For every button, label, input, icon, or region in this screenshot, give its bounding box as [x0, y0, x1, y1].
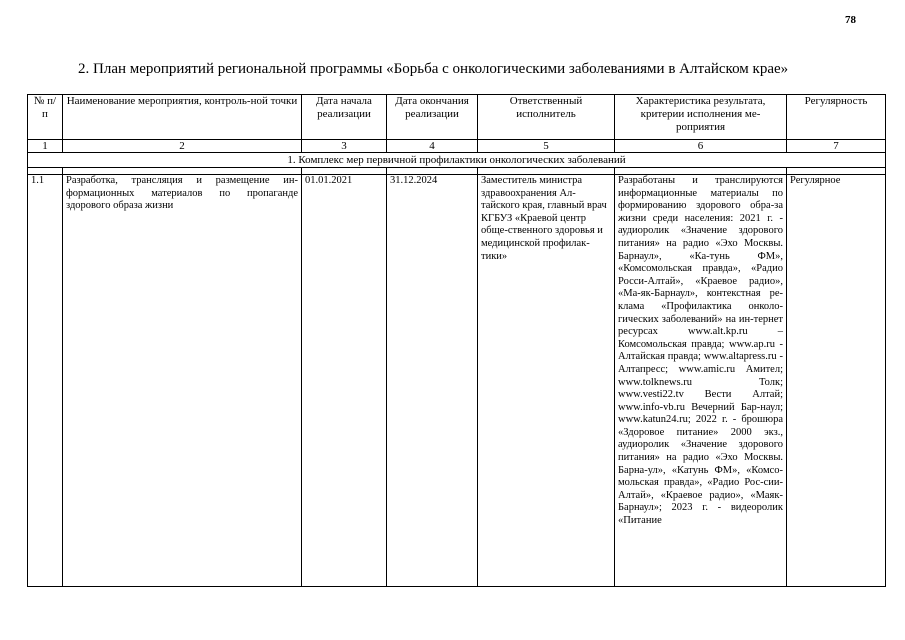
row-start-date: 01.01.2021 [302, 175, 387, 587]
document-title: 2. План мероприятий региональной программы «Борьба с онкологическими заболеваниями в Алтайском крае» [78, 61, 789, 77]
page-number: 78 [845, 14, 856, 26]
column-number: 2 [63, 140, 302, 153]
table-header-row [28, 95, 886, 140]
row-regularity: Регулярное [787, 175, 886, 587]
section-title: 1. Комплекс мер первичной профилактики онкологических заболеваний [28, 153, 886, 168]
column-number: 5 [478, 140, 615, 153]
row-activity-name: Разработка, трансляция и размещение ин-формационных материалов по пропаганде здорового образа жизни [63, 175, 302, 587]
table-row [28, 175, 886, 587]
row-number: 1.1 [28, 175, 63, 587]
header-activity-name: Наименование мероприятия, контроль-ной точки [63, 95, 302, 140]
column-number: 3 [302, 140, 387, 153]
header-regularity: Регулярность [787, 95, 886, 140]
row-result: Разработаны и транслируются информационные материалы по формированию здорового обра-за жизни среди населения: 2021 г. - аудиоролик «Значение здорового питания» на радио «Эхо Москвы. Барнаул», «Ка-тунь ФМ», «Комсомольская правда», «Радио Росси-Алтай», «Краевое радио», «Ма-як-Барнаул», контекстная ре-клама «Профилактика онколо-гических заболеваний» на ин-тернет ресурсах www.alt.kp.ru – Комсомольская правда; www.ap.ru - Алтайская правда; www.altapress.ru - Алтапресс; www.amic.ru Амител; www.tolknews.ru Толк; www.vesti22.tv Вести Алтай; www.info-vb.ru Вечерний Бар-наул; www.katun24.ru; 2022 г. - брошюра «Здоровое питание» 2000 экз., аудиоролик «Значение здорового питания» на радио «Эхо Москвы. Барна-ул», «Катунь ФМ», «Комсо-мольская правда», «Радио Рос-сии-Алтай», «Краевое радио», «Маяк-Барнаул»; 2023 г. - видеоролик «Питание [615, 175, 787, 587]
header-result: Характеристика результата, критерии исполнения ме-роприятия [615, 95, 787, 140]
header-end-date: Дата окончания реализации [387, 95, 478, 140]
column-number: 7 [787, 140, 886, 153]
column-number: 6 [615, 140, 787, 153]
section-row [28, 153, 886, 168]
column-number: 1 [28, 140, 63, 153]
column-number: 4 [387, 140, 478, 153]
header-responsible: Ответственный исполнитель [478, 95, 615, 140]
header-number: № п/п [28, 95, 63, 140]
plan-table [27, 94, 886, 587]
header-start-date: Дата начала реализации [302, 95, 387, 140]
row-end-date: 31.12.2024 [387, 175, 478, 587]
section-spacer [28, 168, 886, 175]
row-responsible: Заместитель министра здравоохранения Ал-тайского края, главный врач КГБУЗ «Краевой центр обще-ственного здоровья и медицинской профилак-тики» [478, 175, 615, 587]
column-number-row [28, 140, 886, 153]
